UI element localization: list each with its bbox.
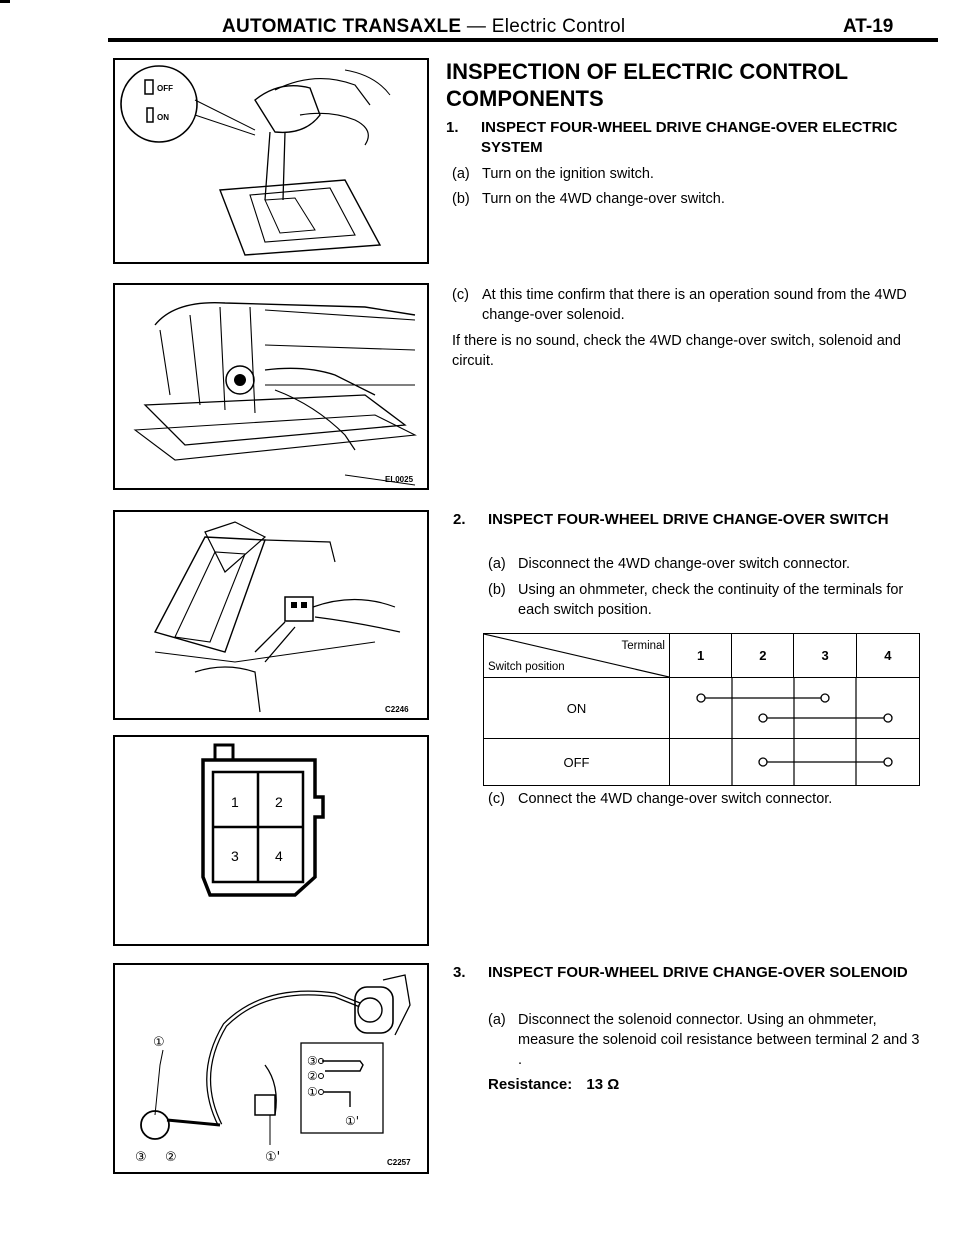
resistance-spec bbox=[488, 1076, 619, 1093]
figure-code-el0025: EL0025 bbox=[385, 475, 414, 484]
schem-pin3: ③ bbox=[307, 1054, 318, 1068]
pin-3: 3 bbox=[231, 848, 239, 864]
step2-a-text: Disconnect the 4WD change-over switch connector. bbox=[518, 556, 851, 572]
terminal-1: 1 bbox=[670, 634, 732, 678]
table-header-row bbox=[484, 634, 920, 678]
continuity-off-lines bbox=[670, 739, 919, 785]
table-row-off bbox=[484, 739, 920, 786]
step1-a bbox=[452, 164, 932, 186]
solenoid-illustration bbox=[115, 965, 427, 1172]
switch-lever-illustration bbox=[115, 60, 427, 262]
step2-b bbox=[488, 580, 960, 622]
resistance-label: Resistance: bbox=[488, 1076, 573, 1093]
label-pin1-marker: ① bbox=[153, 1035, 165, 1050]
step2-c-text: Connect the 4WD change-over switch connector. bbox=[518, 791, 833, 807]
step3-number: 3. bbox=[453, 964, 466, 981]
step1-a-label: (a) bbox=[452, 166, 470, 182]
step1-b-text: Turn on the 4WD change-over switch. bbox=[482, 191, 725, 207]
header-title-sub: — Electric Control bbox=[466, 16, 626, 37]
schem-pin2: ② bbox=[307, 1069, 318, 1083]
step2-heading bbox=[453, 510, 933, 552]
pin-1: 1 bbox=[231, 794, 239, 810]
figure-connector-pins bbox=[113, 735, 429, 946]
schem-pin1prime: ①' bbox=[345, 1114, 360, 1128]
step2-number: 2. bbox=[453, 511, 466, 528]
step1-note: If there is no sound, check the 4WD change-over switch, solenoid and circuit. bbox=[452, 333, 901, 369]
label-on: ON bbox=[157, 113, 169, 122]
step2-b-label: (b) bbox=[488, 582, 506, 598]
section-title: INSPECTION OF ELECTRIC CONTROL COMPONENTS bbox=[446, 59, 848, 111]
figure-solenoid bbox=[113, 963, 429, 1174]
header-rule bbox=[108, 38, 938, 42]
table-row-on bbox=[484, 678, 920, 739]
step1-c bbox=[452, 285, 932, 327]
continuity-table bbox=[483, 633, 920, 786]
label-pin1prime: ①' bbox=[265, 1150, 281, 1165]
step1-c-label: (c) bbox=[452, 287, 469, 303]
step1-title: INSPECT FOUR-WHEEL DRIVE CHANGE-OVER ELECTRIC SYSTEM bbox=[481, 119, 898, 156]
label-pin2: ② bbox=[165, 1150, 177, 1165]
page-header-title bbox=[222, 16, 625, 38]
page-number: AT-19 bbox=[843, 16, 894, 37]
figure-switch-lever bbox=[113, 58, 429, 264]
step1-number: 1. bbox=[446, 119, 459, 136]
continuity-on-cell bbox=[670, 678, 920, 739]
continuity-off-cell bbox=[670, 739, 920, 786]
step2-c bbox=[488, 789, 960, 811]
figure-code-c2257: C2257 bbox=[387, 1158, 411, 1167]
figure-code-c2246: C2246 bbox=[385, 705, 409, 714]
header-switch-position: Switch position bbox=[488, 661, 565, 673]
step1-b-label: (b) bbox=[452, 191, 470, 207]
position-on: ON bbox=[484, 678, 670, 739]
step3-a bbox=[488, 1010, 960, 1072]
terminal-2: 2 bbox=[732, 634, 794, 678]
header-title-main: AUTOMATIC TRANSAXLE bbox=[222, 16, 462, 37]
position-off: OFF bbox=[484, 739, 670, 786]
table-corner-cell bbox=[484, 634, 670, 678]
step1-b bbox=[452, 189, 932, 211]
switch-connector-illustration bbox=[115, 512, 427, 718]
step2-c-label: (c) bbox=[488, 791, 505, 807]
schem-pin1: ① bbox=[307, 1085, 318, 1099]
step2-a bbox=[488, 554, 960, 576]
figure-transaxle bbox=[113, 283, 429, 490]
pin-2: 2 bbox=[275, 794, 283, 810]
connector-pin-layout bbox=[115, 737, 427, 944]
header-terminal: Terminal bbox=[621, 640, 665, 652]
figure-switch-connector bbox=[113, 510, 429, 720]
resistance-value: 13 Ω bbox=[586, 1076, 620, 1093]
step1-c-text: At this time confirm that there is an operation sound from the 4WD change-over solenoid. bbox=[482, 287, 907, 323]
transaxle-illustration bbox=[115, 285, 427, 488]
step2-title: INSPECT FOUR-WHEEL DRIVE CHANGE-OVER SWITCH bbox=[488, 511, 889, 528]
step3-heading bbox=[453, 963, 933, 1005]
label-off: OFF bbox=[157, 84, 173, 93]
step3-title: INSPECT FOUR-WHEEL DRIVE CHANGE-OVER SOLENOID bbox=[488, 964, 908, 981]
terminal-4: 4 bbox=[856, 634, 919, 678]
step2-b-text: Using an ohmmeter, check the continuity of the terminals for each switch position. bbox=[518, 582, 904, 618]
continuity-on-lines bbox=[670, 678, 919, 738]
step3-a-label: (a) bbox=[488, 1012, 506, 1028]
terminal-3: 3 bbox=[794, 634, 856, 678]
step1-heading bbox=[446, 118, 926, 160]
pin-4: 4 bbox=[275, 848, 283, 864]
step1-a-text: Turn on the ignition switch. bbox=[482, 166, 654, 182]
label-pin3: ③ bbox=[135, 1150, 147, 1165]
step3-a-text: Disconnect the solenoid connector. Using an ohmmeter, measure the solenoid coil resistance between terminal 2 and 3 . bbox=[518, 1012, 920, 1068]
step2-a-label: (a) bbox=[488, 556, 506, 572]
corner-mark bbox=[0, 0, 10, 3]
